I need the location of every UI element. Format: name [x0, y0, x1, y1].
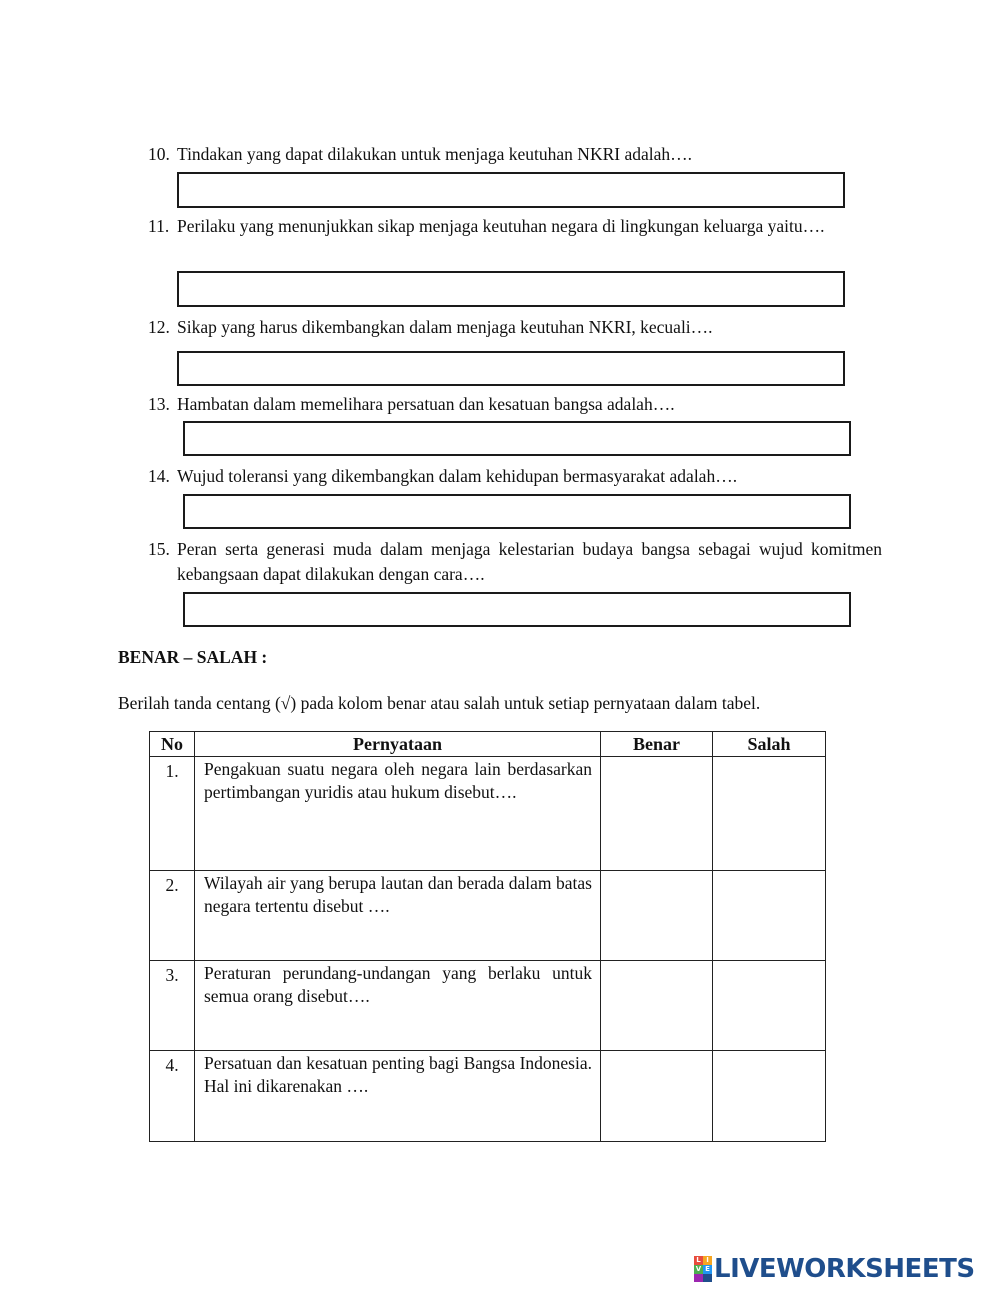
header-false: Salah [713, 732, 826, 757]
question-text: Wujud toleransi yang dikembangkan dalam kehidupan bermasyarakat adalah…. [177, 466, 738, 486]
header-no: No [150, 732, 195, 757]
answer-box-12[interactable] [177, 351, 845, 386]
true-answer-cell[interactable] [601, 961, 713, 1051]
row-statement: Pengakuan suatu negara oleh negara lain berdasarkan pertimbangan yuridis atau hukum disebut…. [195, 757, 601, 871]
answer-box-10[interactable] [177, 172, 845, 208]
logo-mark-letter: L [694, 1256, 703, 1265]
question-text: Sikap yang harus dikembangkan dalam menjaga keutuhan NKRI, kecuali…. [177, 317, 713, 337]
question-number: 12. [148, 317, 170, 337]
question-number: 13. [148, 394, 170, 414]
header-true: Benar [601, 732, 713, 757]
question-number: 10. [148, 144, 170, 164]
question-text: Peran serta generasi muda dalam menjaga kelestarian budaya bangsa sebagai wujud komitmen kebangsaan dapat dilakukan dengan cara…. [177, 539, 882, 584]
question-text: Hambatan dalam memelihara persatuan dan kesatuan bangsa adalah…. [177, 394, 675, 414]
logo-mark-block [703, 1274, 712, 1282]
liveworksheets-logo [694, 1255, 975, 1283]
answer-box-15[interactable] [183, 592, 851, 627]
logo-mark-block [694, 1274, 703, 1282]
table-row [150, 961, 826, 1051]
logo-mark-icon [694, 1256, 712, 1282]
header-statement: Pernyataan [195, 732, 601, 757]
instruction-text: Berilah tanda centang (√) pada kolom benar atau salah untuk setiap pernyataan dalam tabel. [118, 693, 761, 713]
false-answer-cell[interactable] [713, 1051, 826, 1142]
table-row [150, 757, 826, 871]
true-false-table [149, 731, 826, 1142]
row-statement: Persatuan dan kesatuan penting bagi Bangsa Indonesia. Hal ini dikarenakan …. [195, 1051, 601, 1142]
logo-mark-letter: E [703, 1265, 712, 1274]
question-13 [148, 392, 882, 417]
false-answer-cell[interactable] [713, 871, 826, 961]
logo-text: LIVEWORKSHEETS [714, 1254, 975, 1284]
question-10 [148, 142, 882, 167]
row-number: 3. [150, 961, 195, 1051]
row-statement: Peraturan perundang-undangan yang berlaku untuk semua orang disebut…. [195, 961, 601, 1051]
true-answer-cell[interactable] [601, 871, 713, 961]
row-number: 2. [150, 871, 195, 961]
table-header-row [150, 732, 826, 757]
answer-box-11[interactable] [177, 271, 845, 307]
logo-mark-letter: V [695, 1265, 702, 1273]
question-number: 15. [148, 539, 170, 559]
row-number: 1. [150, 757, 195, 871]
question-text: Tindakan yang dapat dilakukan untuk menjaga keutuhan NKRI adalah…. [177, 144, 692, 164]
question-11 [148, 214, 882, 239]
true-answer-cell[interactable] [601, 757, 713, 871]
row-statement: Wilayah air yang berupa lautan dan berada dalam batas negara tertentu disebut …. [195, 871, 601, 961]
row-number: 4. [150, 1051, 195, 1142]
logo-mark-letter: I [703, 1256, 712, 1265]
question-number: 14. [148, 466, 170, 486]
question-number: 11. [148, 216, 170, 236]
false-answer-cell[interactable] [713, 961, 826, 1051]
table-row [150, 871, 826, 961]
table-row [150, 1051, 826, 1142]
question-14 [148, 464, 882, 489]
section-heading: BENAR – SALAH : [118, 647, 268, 667]
question-15 [148, 537, 882, 587]
answer-box-13[interactable] [183, 421, 851, 456]
answer-box-14[interactable] [183, 494, 851, 529]
question-text: Perilaku yang menunjukkan sikap menjaga keutuhan negara di lingkungan keluarga yaitu…. [177, 216, 825, 236]
true-answer-cell[interactable] [601, 1051, 713, 1142]
false-answer-cell[interactable] [713, 757, 826, 871]
question-12 [148, 315, 882, 340]
